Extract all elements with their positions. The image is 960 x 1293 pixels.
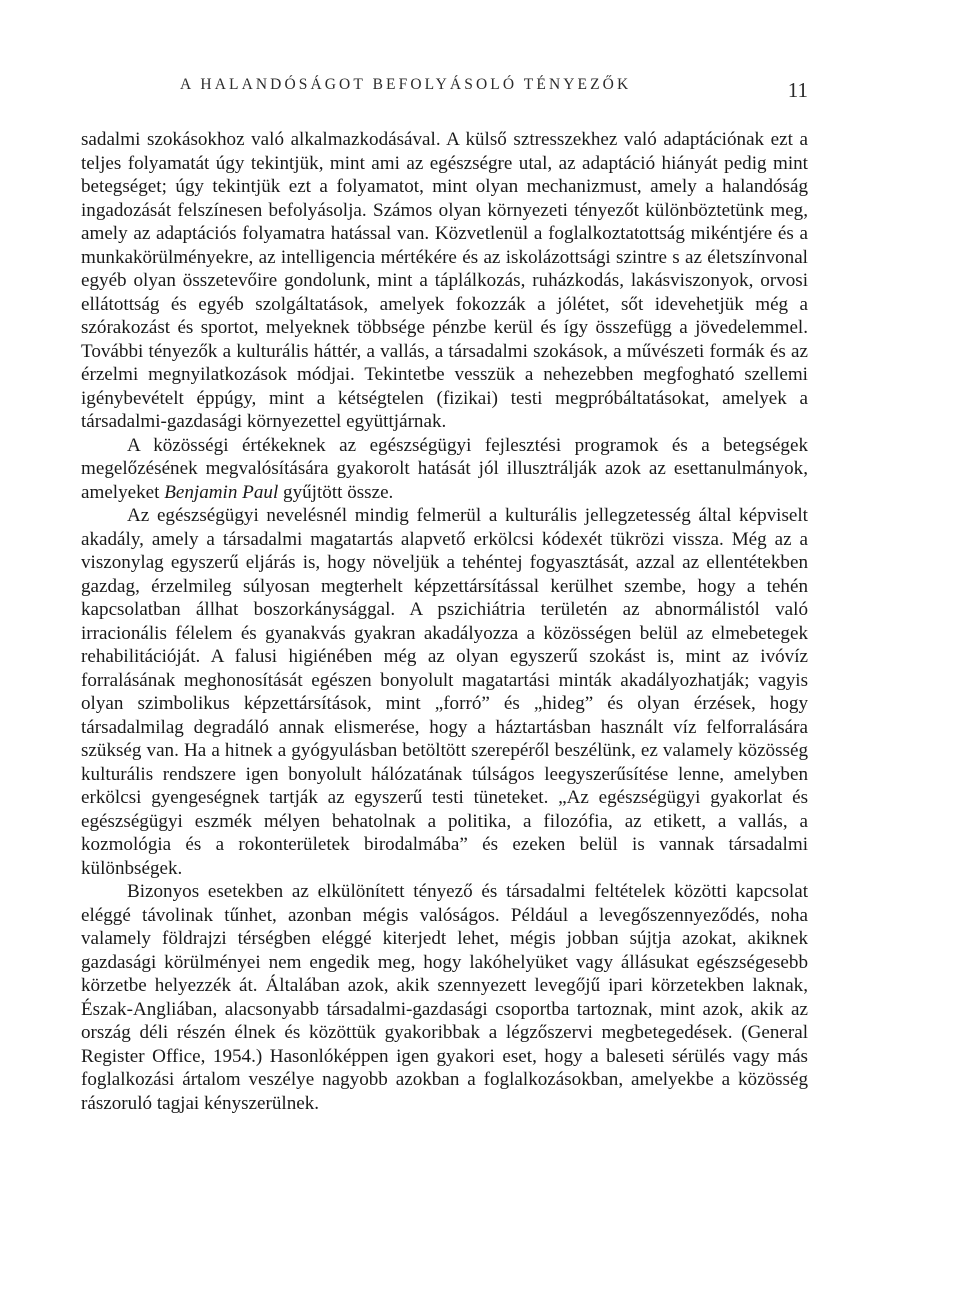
paragraph-text: gyűjtött össze. [278,481,394,503]
body-text [81,128,808,1115]
paragraph-continued: sadalmi szokásokhoz való alkalmazkodásával. A külső sztresszekhez való adaptációnak ezt a teljes folyamatát úgy tekintjük, mint ami az egészségre utal, az adaptáció hiányát pedig mint betegséget; úgy tekintjük ezt a folyamatot, mint olyan mechanizmust, amely a halandóság ingadozását felszínesen befolyásolja. Számos olyan környezeti tényezőt különböztetünk meg, amely az adaptációs folyamatra hatással van. Közvetlenül a foglalkoztatottság mikéntjére és a munkakörülményekre, az intelligencia mértékére és az iskolázottsági szintre s az életszínvonal egyéb olyan összetevőire gondolunk, mint a táplálkozás, ruházkodás, lakásviszonyok, orvosi ellátottság és egyéb szolgáltatások, amelyek fokozzák a jólétet, sőt idevehetjük még a szórakozást és sportot, melyeknek többsége pénzbe kerül és így összefügg a jövedelemmel. További tényezők a kulturális háttér, a vallás, a társadalmi szokások, a művészeti formák és az érzelmi megnyilatkozások módjai. Tekintetbe vesszük a nehezebben megfogható szellemi igénybevételt éppúgy, mint a kétségtelen (fizikai) testi megpróbáltatásokat, amelyek a társadalmi-gazdasági környezettel együttjárnak. [81,129,808,432]
author-name: Benjamin Paul [164,481,279,503]
running-head: A HALANDÓSÁGOT BEFOLYÁSOLÓ TÉNYEZŐK [180,76,632,93]
paragraph-social-conditions: Bizonyos esetekben az elkülönített tényező és társadalmi feltételek közötti kapcsolat eléggé távolinak tűnhet, azonban mégis valóságos. Például a levegőszennyeződés, noha valamely földrajzi térségben eléggé kiterjedt lehet, mégis jobban sújtja azokat, akiknek gazdasági körülményei nem engedik meg, hogy lakóhelyüket vagy állásukat egészségesebb körzetbe helyezzék át. Általában azok, akik szennyezett levegőjű ipari körzetekben laknak, Észak-Angliában, alacsonyabb társadalmi-gazdasági csoportba tartoznak, mint azok, akik az ország déli részén élnek és közöttük gyakoribbak a légzőszervi megbetegedések. (General Register Office, 1954.) Hasonlóképpen igen gyakori eset, hogy a baleseti sérülés vagy más foglalkozási ártalom veszélye nagyobb azokban a foglalkozásokban, amelyekbe a közösség rászoruló tagjai kényszerülnek. [81,881,808,1114]
paragraph-health-education: Az egészségügyi nevelésnél mindig felmerül a kulturális jellegzetesség által képviselt akadály, amely a társadalmi magatartás alapvető erkölcsi kódexét tükrözi vissza. Még az a viszonylag egyszerű eljárás is, hogy növeljük a tehéntej fogyasztását, azzal az ellentétekben gazdag, érzelmileg súlyosan megterhelt képzettársítással kerülhet szembe, hogy a tehén kapcsolatban állhat boszorkánysággal. A pszichiátria területén az abnormálistól való irracionális félelem és gyanakvás gyakran akadályozza a közösségen belül az elmebetegek rehabilitációját. A falusi higiénében még az olyan egyszerű szokást is, mint az ivóvíz forralásának meghonosítását egészen bonyolult magatartási minták akadályozhatják; vagyis olyan szimbolikus képzettársítások, mint „forró” és „hideg” és olyan érzések, hogy társadalmilag degradáló annak elismerése, hogy a háztartásban használt víz felforralására szükség van. Ha a hitnek a gyógyulásban betöltött szerepéről beszélünk, ez valamely közösség kulturális rendszere igen bonyolult hálózatának túlságos leegyszerűsítése lenne, amelyben erkölcsi gyengeségnek tartják az egyszerű testi tüneteket. „Az egészségügyi gyakorlat és egészségügyi eszmék mélyen behatolnak a politika, a filozófia, az etikett, a vallás, a kozmológia és a rokonterületek birodalmába” és ezeken belül is vannak társadalmi különbségek. [81,505,808,879]
paragraph-text: A közösségi értékeknek az egészségügyi fejlesztési programok és a betegségek megelőzésének megvalósítására gyakorolt hatását jól illusztrálják azok az esettanulmányok, amelyeket [81,434,808,503]
paragraph-community-values [81,434,808,505]
page-number: 11 [787,78,808,102]
